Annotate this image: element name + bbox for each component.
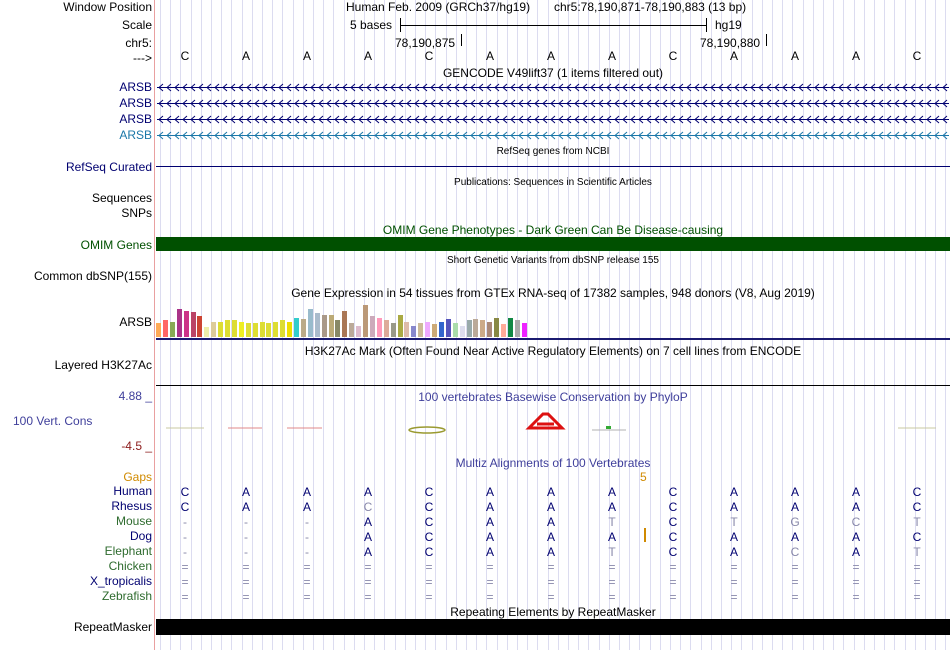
gaps-label: Gaps xyxy=(123,470,152,484)
aligned-base: T xyxy=(730,515,738,529)
scale-genome: hg19 xyxy=(715,18,742,32)
phylop-conservation-plot[interactable] xyxy=(156,404,950,444)
aligned-base: = xyxy=(730,575,738,589)
gtex-tissue-bar[interactable] xyxy=(453,323,458,337)
gtex-tissue-bar[interactable] xyxy=(253,323,258,337)
species-label[interactable]: Rhesus xyxy=(111,499,152,513)
aligned-base: - xyxy=(244,545,248,559)
aligned-base: = xyxy=(608,590,616,604)
phylop-label[interactable]: 100 Vert. Cons xyxy=(13,414,93,428)
reference-base: A xyxy=(729,49,738,63)
phylop-bottom-value: -4.5 _ xyxy=(121,439,152,453)
gtex-tissue-bar[interactable] xyxy=(467,320,472,337)
aligned-base: A xyxy=(485,545,494,559)
grid-line xyxy=(864,0,865,650)
gap-count: 5 xyxy=(640,470,647,484)
chrom-tick-right xyxy=(766,34,767,46)
reference-base: A xyxy=(302,49,311,63)
grid-line xyxy=(619,0,620,650)
aligned-base: A xyxy=(851,545,860,559)
aligned-base: C xyxy=(424,485,434,499)
aligned-base: = xyxy=(669,575,677,589)
grid-line xyxy=(884,0,885,650)
species-label[interactable]: Chicken xyxy=(108,559,152,573)
grid-line xyxy=(935,0,936,650)
aligned-base: C xyxy=(363,500,373,514)
aligned-base: C xyxy=(912,485,922,499)
gtex-label[interactable]: ARSB xyxy=(119,315,152,329)
grid-line xyxy=(874,0,875,650)
aligned-base: = xyxy=(303,590,311,604)
aligned-base: C xyxy=(912,500,922,514)
species-label[interactable]: Human xyxy=(113,484,152,498)
gtex-tissue-bar[interactable] xyxy=(384,320,389,337)
refseq-label[interactable]: RefSeq Curated xyxy=(65,160,152,174)
gtex-tissue-bar[interactable] xyxy=(391,323,396,337)
grid-line xyxy=(599,0,600,650)
aligned-base: A xyxy=(485,515,494,529)
repeatmasker-track-title: Repeating Elements by RepeatMasker xyxy=(450,605,656,619)
publications-track-title: Publications: Sequences in Scientific Articles xyxy=(454,177,652,188)
gencode-item-label[interactable]: ARSB xyxy=(119,128,152,142)
aligned-base: A xyxy=(546,515,555,529)
gtex-tissue-bar[interactable] xyxy=(294,318,299,337)
omim-track-title: OMIM Gene Phenotypes - Dark Green Can Be Disease-causing xyxy=(382,223,724,237)
gtex-tissue-bar[interactable] xyxy=(522,323,527,337)
gtex-tissue-bar[interactable] xyxy=(370,316,375,337)
aligned-base: - xyxy=(305,515,309,529)
aligned-base: C xyxy=(180,485,190,499)
chrom-pos-left: 78,190,875 xyxy=(395,36,456,50)
gtex-tissue-bar[interactable] xyxy=(411,326,416,337)
h3k27ac-track-title: H3K27Ac Mark (Often Found Near Active Regulatory Elements) on 7 cell lines from ENCODE xyxy=(304,344,802,358)
species-label[interactable]: X_tropicalis xyxy=(89,574,152,588)
grid-line xyxy=(568,0,569,650)
gtex-tissue-bar[interactable] xyxy=(439,322,444,337)
aligned-base: A xyxy=(729,500,738,514)
gencode-transcript[interactable] xyxy=(157,115,949,124)
aligned-base: A xyxy=(485,500,494,514)
aligned-base: = xyxy=(913,575,921,589)
aligned-base: = xyxy=(608,560,616,574)
gtex-tissue-bar[interactable] xyxy=(184,311,189,337)
gtex-tissue-bar[interactable] xyxy=(225,320,230,337)
phylop-top-value: 4.88 _ xyxy=(118,389,152,403)
gtex-tissue-bar[interactable] xyxy=(273,322,278,337)
grid-line xyxy=(752,0,753,650)
aligned-base: = xyxy=(486,575,494,589)
scale-label: Scale xyxy=(121,18,152,32)
aligned-base: A xyxy=(607,530,616,544)
aligned-base: A xyxy=(790,530,799,544)
gtex-tissue-bar[interactable] xyxy=(239,322,244,337)
grid-line xyxy=(721,0,722,650)
reference-base: A xyxy=(607,49,616,63)
aligned-base: = xyxy=(547,590,555,604)
gencode-item-label[interactable]: ARSB xyxy=(119,112,152,126)
gencode-transcript[interactable] xyxy=(157,131,949,140)
gtex-tissue-bar[interactable] xyxy=(473,319,478,337)
aligned-base: = xyxy=(486,590,494,604)
grid-line xyxy=(711,0,712,650)
species-label[interactable]: Elephant xyxy=(104,544,152,558)
gtex-tissue-bar[interactable] xyxy=(494,318,499,337)
aligned-base: = xyxy=(364,575,372,589)
scale-bar xyxy=(400,25,706,26)
aligned-base: = xyxy=(913,590,921,604)
aligned-base: = xyxy=(852,575,860,589)
omim-gene-bar[interactable] xyxy=(156,237,950,251)
gtex-tissue-bar[interactable] xyxy=(480,320,485,337)
aligned-base: C xyxy=(668,545,678,559)
grid-line xyxy=(660,0,661,650)
scale-bar-right-tick xyxy=(706,18,707,32)
gtex-tissue-bar[interactable] xyxy=(197,316,202,337)
gtex-tissue-bar[interactable] xyxy=(349,323,354,337)
grid-line xyxy=(629,0,630,650)
aligned-base: = xyxy=(364,560,372,574)
gtex-tissue-bar[interactable] xyxy=(170,322,175,337)
aligned-base: = xyxy=(791,560,799,574)
multiz-track-title: Multiz Alignments of 100 Vertebrates xyxy=(455,456,651,470)
aligned-base: A xyxy=(729,530,738,544)
aligned-base: A xyxy=(729,545,738,559)
aligned-base: A xyxy=(363,515,372,529)
gtex-gene-line xyxy=(156,338,950,340)
aligned-base: = xyxy=(425,560,433,574)
gtex-tissue-bar[interactable] xyxy=(218,322,223,337)
aligned-base: C xyxy=(180,500,190,514)
aligned-base: T xyxy=(913,545,921,559)
grid-line xyxy=(558,0,559,650)
aligned-base: = xyxy=(242,575,250,589)
grid-line xyxy=(894,0,895,650)
gtex-tissue-bar[interactable] xyxy=(156,323,161,337)
aligned-base: = xyxy=(425,575,433,589)
aligned-base: - xyxy=(305,530,309,544)
track-label-divider xyxy=(154,0,155,650)
grid-line xyxy=(639,0,640,650)
aligned-base: = xyxy=(669,590,677,604)
grid-line xyxy=(762,0,763,650)
gtex-tissue-bar[interactable] xyxy=(301,319,306,337)
aligned-base: C xyxy=(912,530,922,544)
grid-line xyxy=(690,0,691,650)
grid-line xyxy=(905,0,906,650)
aligned-base: = xyxy=(242,560,250,574)
aligned-base: = xyxy=(547,575,555,589)
aligned-base: C xyxy=(668,485,678,499)
reference-base: C xyxy=(424,49,434,63)
aligned-base: = xyxy=(486,560,494,574)
dbsnp-label: Common dbSNP(155) xyxy=(33,269,152,283)
aligned-base: = xyxy=(852,590,860,604)
aligned-base: = xyxy=(547,560,555,574)
aligned-base: A xyxy=(790,500,799,514)
aligned-base: A xyxy=(363,485,372,499)
gtex-tissue-bar[interactable] xyxy=(315,313,320,337)
aligned-base: A xyxy=(851,500,860,514)
repeatmasker-element-bar[interactable] xyxy=(156,619,950,635)
reference-base: C xyxy=(912,49,922,63)
gtex-tissue-bar[interactable] xyxy=(287,322,292,337)
gtex-tissue-bar[interactable] xyxy=(163,320,168,337)
aligned-base: A xyxy=(485,530,494,544)
gtex-tissue-bar[interactable] xyxy=(260,322,265,337)
gtex-track-title: Gene Expression in 54 tissues from GTEx RNA-seq of 17382 samples, 948 donors (V8, Aug 2019) xyxy=(291,286,815,300)
strand-label: ---> xyxy=(133,51,152,65)
aligned-base: = xyxy=(730,590,738,604)
aligned-base: A xyxy=(729,485,738,499)
aligned-base: C xyxy=(424,530,434,544)
aligned-base: - xyxy=(305,545,309,559)
grid-line xyxy=(772,0,773,650)
aligned-base: A xyxy=(607,500,616,514)
aligned-base: C xyxy=(424,515,434,529)
aligned-base: = xyxy=(730,560,738,574)
aligned-base: = xyxy=(791,575,799,589)
reference-base: C xyxy=(668,49,678,63)
aligned-base: = xyxy=(425,590,433,604)
aligned-base: = xyxy=(364,590,372,604)
aligned-base: A xyxy=(607,485,616,499)
gencode-transcript[interactable] xyxy=(157,83,949,92)
aligned-base: A xyxy=(302,500,311,514)
gtex-tissue-bar[interactable] xyxy=(432,324,437,337)
aligned-base: G xyxy=(790,515,800,529)
gtex-tissue-bar[interactable] xyxy=(446,319,451,337)
gtex-tissue-bar[interactable] xyxy=(508,318,513,337)
reference-base: A xyxy=(851,49,860,63)
grid-line xyxy=(823,0,824,650)
aligned-base: = xyxy=(181,575,189,589)
aligned-base: C xyxy=(424,500,434,514)
aligned-base: C xyxy=(851,515,861,529)
aligned-base: - xyxy=(244,530,248,544)
gtex-tissue-bar[interactable] xyxy=(280,320,285,337)
grid-line xyxy=(741,0,742,650)
aligned-base: A xyxy=(241,500,250,514)
aligned-base: = xyxy=(303,560,311,574)
aligned-base: - xyxy=(183,545,187,559)
reference-base: C xyxy=(180,49,190,63)
aligned-base: A xyxy=(485,485,494,499)
gtex-tissue-bar[interactable] xyxy=(211,322,216,337)
aligned-base: = xyxy=(242,590,250,604)
phylop-track-title: 100 vertebrates Basewise Conservation by PhyloP xyxy=(418,390,688,404)
refseq-gene-line[interactable] xyxy=(156,166,950,167)
window-position-label: Window Position xyxy=(63,0,152,14)
aligned-base: - xyxy=(244,515,248,529)
gtex-tissue-bar[interactable] xyxy=(322,315,327,337)
grid-line xyxy=(588,0,589,650)
gtex-tissue-bar[interactable] xyxy=(191,312,196,337)
grid-line xyxy=(833,0,834,650)
grid-line xyxy=(578,0,579,650)
aligned-base: - xyxy=(183,515,187,529)
chrom-label: chr5: xyxy=(125,36,152,50)
gtex-tissue-bar[interactable] xyxy=(425,322,430,337)
gtex-tissue-bar[interactable] xyxy=(308,309,313,337)
aligned-base: A xyxy=(363,545,372,559)
grid-line xyxy=(925,0,926,650)
gtex-tissue-bar[interactable] xyxy=(377,318,382,337)
aligned-base: = xyxy=(181,560,189,574)
assembly-name: Human Feb. 2009 (GRCh37/hg19) xyxy=(346,0,531,14)
gtex-tissue-bar[interactable] xyxy=(515,320,520,337)
gtex-tissue-bar[interactable] xyxy=(335,320,340,337)
chrom-pos-right: 78,190,880 xyxy=(700,36,761,50)
gtex-tissue-bar[interactable] xyxy=(487,322,492,337)
grid-line xyxy=(813,0,814,650)
gtex-tissue-bar[interactable] xyxy=(266,323,271,337)
aligned-base: T xyxy=(608,545,616,559)
aligned-base: C xyxy=(424,545,434,559)
aligned-base: - xyxy=(183,530,187,544)
omim-label[interactable]: OMIM Genes xyxy=(80,238,152,252)
aligned-base: A xyxy=(241,485,250,499)
aligned-base: A xyxy=(546,500,555,514)
reference-base: A xyxy=(241,49,250,63)
gtex-tissue-bar[interactable] xyxy=(232,320,237,337)
aligned-base: C xyxy=(668,515,678,529)
gtex-tissue-bar[interactable] xyxy=(356,326,361,337)
aligned-base: = xyxy=(913,560,921,574)
gtex-tissue-bar[interactable] xyxy=(418,323,423,337)
aligned-base: = xyxy=(791,590,799,604)
h3k27ac-label: Layered H3K27Ac xyxy=(54,358,152,372)
aligned-base: = xyxy=(669,560,677,574)
gtex-tissue-bar[interactable] xyxy=(501,324,506,337)
aligned-base: A xyxy=(302,485,311,499)
gtex-tissue-bar[interactable] xyxy=(398,315,403,337)
aligned-base: A xyxy=(546,530,555,544)
dbsnp-track-title: Short Genetic Variants from dbSNP release 155 xyxy=(447,255,659,266)
gtex-tissue-bar[interactable] xyxy=(177,309,182,337)
reference-base: A xyxy=(363,49,372,63)
grid-line xyxy=(680,0,681,650)
species-label[interactable]: Mouse xyxy=(115,514,152,528)
grid-line xyxy=(803,0,804,650)
publications-label-sequences: Sequences xyxy=(91,191,152,205)
aligned-base: A xyxy=(851,530,860,544)
position-range: chr5:78,190,871-78,190,883 (13 bp) xyxy=(554,0,747,14)
aligned-base: A xyxy=(851,485,860,499)
gencode-item-label[interactable]: ARSB xyxy=(119,80,152,94)
scale-bases: 5 bases xyxy=(350,18,393,32)
gtex-expression-plot[interactable] xyxy=(156,300,556,337)
gencode-item-label[interactable]: ARSB xyxy=(119,96,152,110)
aligned-base: = xyxy=(303,575,311,589)
gtex-tissue-bar[interactable] xyxy=(342,311,347,337)
aligned-base: A xyxy=(790,485,799,499)
aligned-base: T xyxy=(608,515,616,529)
h3k27ac-baseline xyxy=(156,385,950,386)
gencode-transcript[interactable] xyxy=(157,99,949,108)
aligned-base: C xyxy=(668,500,678,514)
aligned-base: C xyxy=(668,530,678,544)
grid-line xyxy=(843,0,844,650)
gtex-tissue-bar[interactable] xyxy=(329,315,334,337)
gtex-tissue-bar[interactable] xyxy=(204,327,209,337)
gap-insertion-mark xyxy=(644,528,646,542)
reference-base: A xyxy=(546,49,555,63)
aligned-base: C xyxy=(790,545,800,559)
gtex-tissue-bar[interactable] xyxy=(404,322,409,337)
aligned-base: A xyxy=(363,530,372,544)
aligned-base: = xyxy=(181,590,189,604)
publications-label-snps: SNPs xyxy=(121,206,152,220)
species-label[interactable]: Dog xyxy=(129,529,152,543)
repeatmasker-label[interactable]: RepeatMasker xyxy=(73,620,152,634)
gtex-tissue-bar[interactable] xyxy=(460,326,465,337)
species-label[interactable]: Zebrafish xyxy=(101,589,152,603)
gtex-tissue-bar[interactable] xyxy=(363,305,368,337)
reference-base: A xyxy=(790,49,799,63)
aligned-base: A xyxy=(546,485,555,499)
grid-line xyxy=(650,0,651,650)
aligned-base: = xyxy=(608,575,616,589)
aligned-base: T xyxy=(913,515,921,529)
grid-line xyxy=(945,0,946,650)
grid-line xyxy=(782,0,783,650)
refseq-track-title: RefSeq genes from NCBI xyxy=(496,146,610,157)
chrom-tick-left xyxy=(461,34,462,46)
reference-base: A xyxy=(485,49,494,63)
gencode-track-title: GENCODE V49lift37 (1 items filtered out) xyxy=(442,66,664,80)
aligned-base: = xyxy=(852,560,860,574)
grid-line xyxy=(701,0,702,650)
gtex-tissue-bar[interactable] xyxy=(246,323,251,337)
aligned-base: A xyxy=(546,545,555,559)
